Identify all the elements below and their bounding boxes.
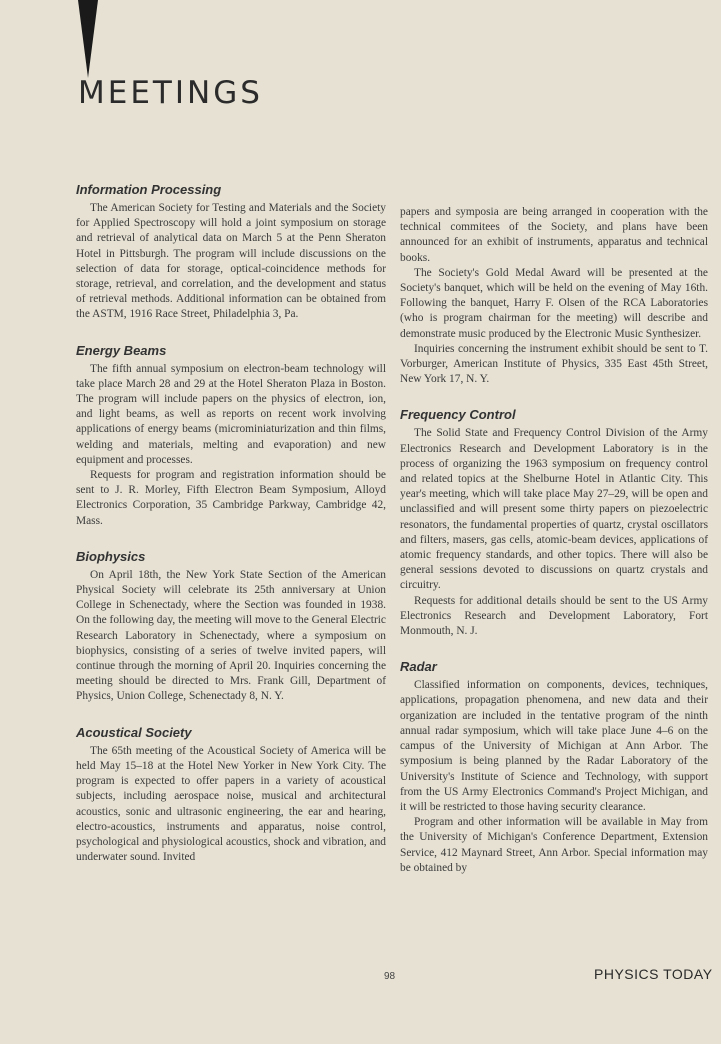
article-energy-beams [76,343,386,529]
paragraph: The Solid State and Frequency Control Division of the Army Electronics Research and Development Laboratory is in the process of organizing the 1963 symposium on frequency control and related topics at the Shelburne Hotel in Atlantic City. This year's meeting, which will take place May 27–29, will be open and unclassified and will present some thirty papers on piezoelectric resonators, the fundamental properties of quartz, crystal oscillators and filters, masers, gas cells, atomic-beam devices, applications of atomic frequency standards, and other topics. There will also be general sessions devoted to discussions on quartz crystals and circuitry. [400,427,708,592]
article-radar [400,659,708,876]
section-heading: Acoustical Society [76,724,192,740]
section-heading: Energy Beams [76,342,167,358]
article-information-processing [76,182,386,323]
article-acoustical-society [76,725,386,866]
article-frequency-control [400,407,708,639]
paragraph: The Society's Gold Medal Award will be presented at the Society's banquet, which will be held on the evening of May 16th. Following the banquet, Harry F. Olsen of the RCA Laboratories (who is program chairman for the meeting) will describe and demonstrate music produced by the Electronic Music Synthesizer. [400,266,708,340]
section-heading: Radar [400,659,437,675]
page-number: 98 [384,971,396,982]
article-biophysics [76,549,386,705]
paragraph: Program and other information will be available in May from the University of Michigan's Conference Department, Extension Service, 412 Maynard Street, Ann Arbor. Special information may be obtained by [400,816,708,874]
right-column [400,205,708,896]
left-column [76,182,386,885]
section-heading: Biophysics [76,548,146,564]
paragraph: Requests for additional details should be sent to the US Army Electronics Research and Development Laboratory, Fort Monmouth, N. J. [400,594,708,638]
paragraph: The 65th meeting of the Acoustical Society of America will be held May 15–18 at the Hotel New Yorker in New York City. The program is expected to offer papers in a variety of acoustical subjects, including aerospace noise, musical and architectural acoustics, sonic and ultrasonic engineering, the ear and hearing, electro-acoustics, instruments and apparatus, noise control, psychological and physiological acoustics, shock and vibration, and underwater sound. Invited [76,744,386,864]
paragraph: The American Society for Testing and Materials and the Society for Applied Spectroscopy will hold a joint symposium on storage and retrieval of analytical data on March 5 at the Penn Sheraton Hotel in Pittsburgh. The program will include discussions on the selection of data for storage, optical-coincidence methods for storage, retrieval, and correlation, and the development and status of retrieval methods. Additional information can be obtained from the ASTM, 1916 Race Street, Philadelphia 3, Pa. [76,202,386,321]
paragraph: Requests for program and registration information should be sent to J. R. Morley, Fifth Electron Beam Symposium, Alloyd Electronics Corporation, 35 Cambridge Parkway, Cambridge 42, Mass. [76,469,386,527]
running-head: PHYSICS TODAY [594,966,713,982]
header-wedge-icon [78,0,98,78]
paragraph: papers and symposia are being arranged in cooperation with the technical commitees of the Society, and plans have been announced for an exhibit of instruments, apparatus and technical books. [400,206,708,264]
section-heading: Information Processing [76,182,222,197]
paragraph: The fifth annual symposium on electron-beam technology will take place March 28 and 29 at the Hotel Sheraton Plaza in Boston. The program will include papers on the physics of electron, ion, and light beams, as well as reports on recent work involving applications of energy beams (microminiaturization and thin films, welding and materials, melting and evaporation) and new equipment and processes. [76,362,386,466]
page-title: MEETINGS [78,75,263,111]
section-heading: Frequency Control [400,407,516,423]
paragraph: On April 18th, the New York State Section of the American Physical Society will celebrate its 25th anniversary at Union College in Schenectady, where the Section was founded in 1938. On the following day, the meeting will move to the General Electric Research Laboratory in Schenectady, where a symposium on biophysics, consisting of a series of twelve invited papers, will continue through the morning of April 20. Inquiries concerning the meeting should be directed to Mrs. Frank Gill, Department of Physics, Union College, Schenectady 8, N. Y. [76,568,386,703]
paragraph: Classified information on components, devices, techniques, applications, propagation phenomena, and new data and their organization are included in the tentative program of the ninth annual radar symposium, which will take place June 4–6 on the campus of the University of Michigan at Ann Arbor. The symposium is being planned by the Radar Laboratory of the University's Institute of Science and Technology, with support from the US Army Electronics Command's Project Michigan, and it will be restricted to those having security clearance. [400,679,708,813]
article-acoustical-society-continued [400,205,708,387]
paragraph: Inquiries concerning the instrument exhibit should be sent to T. Vorburger, American Institute of Physics, 335 East 45th Street, New York 17, N. Y. [400,342,708,386]
